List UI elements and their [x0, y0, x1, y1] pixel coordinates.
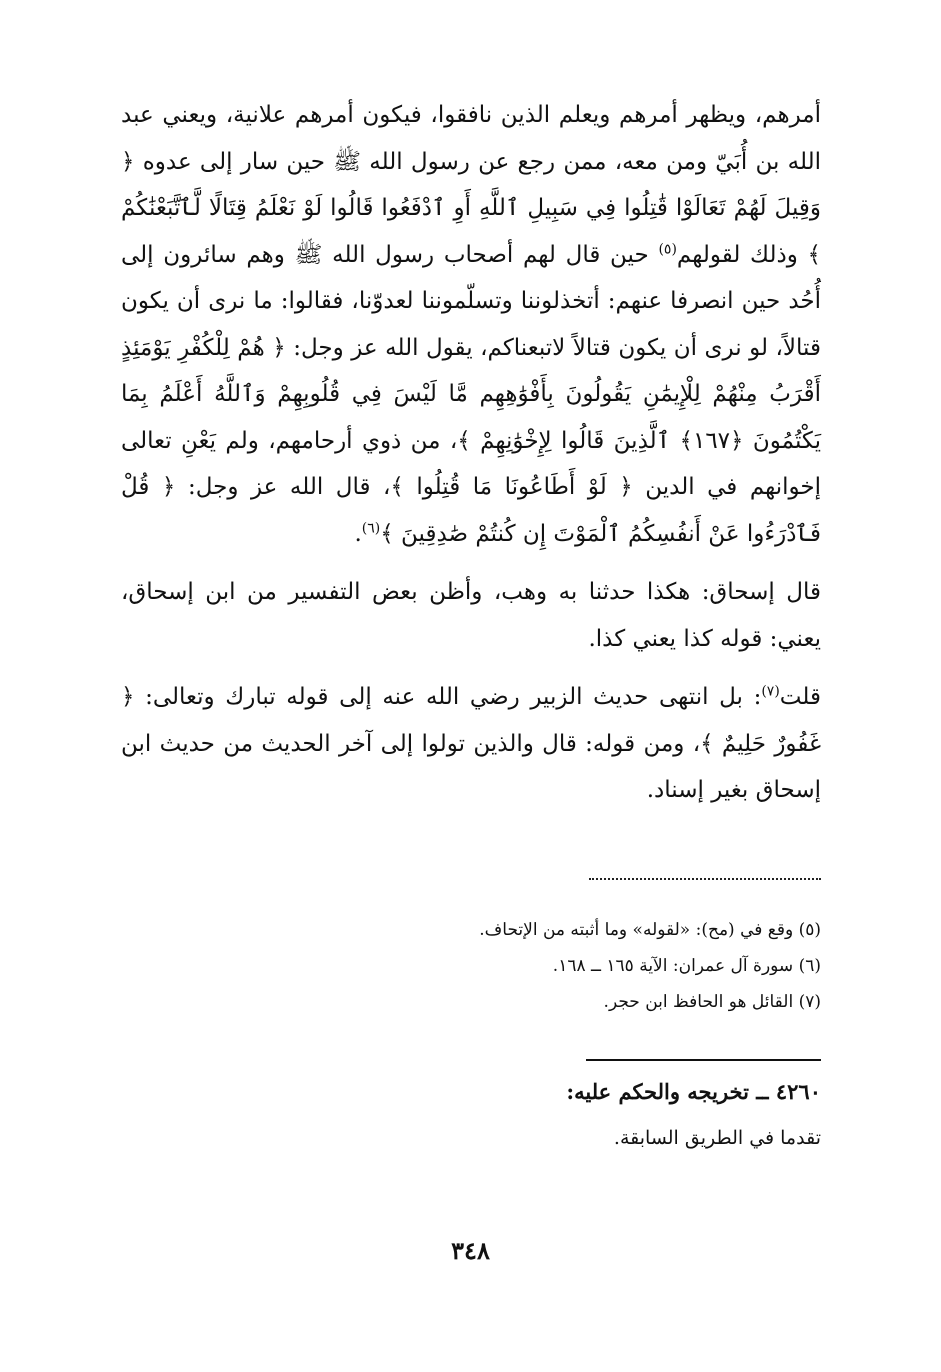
paragraph-3 [121, 674, 821, 814]
main-text [121, 92, 821, 826]
quran-verse: ﴿ قُلْ فَٱدْرَءُوا عَنْ أَنفُسِكُمُ ٱلْمَوْتَ إِن كُنتُمْ صَٰدِقِينَ ﴾ [121, 474, 821, 547]
quran-verse: ﴿ هُمْ لِلْكُفْرِ يَوْمَئِذٍ أَقْرَبُ مِنْهُمْ لِلْإِيمَٰنِ يَقُولُونَ بِأَفْوَٰهِهِم مَّا لَيْسَ فِي قُلُوبِهِمْ وَٱللَّهُ أَعْلَمُ بِمَا يَكْتُمُونَ ﴿١٦٧﴾ ٱلَّذِينَ قَالُوا لِإِخْوَٰنِهِمْ ﴾ [121, 334, 821, 454]
text-segment: : بل انتهى حديث الزبير رضي الله عنه إلى قوله تبارك وتعالى: [134, 684, 762, 710]
section-text: تقدما في الطريق السابقة. [613, 1127, 821, 1149]
text-segment: وذلك لقولهم [676, 241, 808, 268]
footnotes [121, 912, 821, 1020]
quran-verse: ﴿ لَوْ أَطَاعُونَا مَا قُتِلُوا ﴾ [390, 474, 633, 500]
section-separator [586, 1059, 821, 1061]
text-segment: حين قال لهم أصحاب رسول الله ﷺ وهم سائرون إلى أُحُد حين انصرفا عنهم: أتخذلوننا وتسلّموننا لعدوّنا، فقالوا: ما نرى أن يكون قتالاً، لو نرى أن يكون قتالاً لاتبعناكم، يقول الله عز وجل: [121, 241, 821, 361]
text-segment: ، قال الله عز وجل: [175, 474, 391, 500]
footnote-ref-6[interactable]: (٦) [361, 519, 381, 536]
footnote-separator [589, 878, 821, 880]
text-segment: ، ومن قوله: قال والذين تولوا إلى آخر الحديث من حديث ابن إسحاق بغير إسناد. [121, 730, 821, 803]
paragraph-1 [121, 92, 821, 557]
text-segment: ، من ذوي أرحامهم، ولم يَعْنِ تعالى إخوانهم في الدين [121, 427, 822, 500]
quran-verse: ﴿ وَقِيلَ لَهُمْ تَعَالَوْا قَٰتِلُوا فِي سَبِيلِ ٱللَّهِ أَوِ ٱدْفَعُوا قَالُوا لَوْ نَعْلَمُ قِتَالًا لَّٱتَّبَعْنَٰكُمْ ﴾ [121, 148, 821, 268]
quran-verse: ﴿ غَفُورٌ حَلِيمٌ ﴾ [121, 684, 821, 757]
paragraph-2: قال إسحاق: هكذا حدثنا به وهب، وأظن بعض التفسير من ابن إسحاق، يعني: قوله كذا يعني كذا. [121, 579, 821, 652]
text-segment: أمرهم، ويظهر أمرهم ويعلم الذين نافقوا، فيكون أمرهم علانية، ويعني عبد الله بن أُبَيّ ومن معه، ممن رجع عن رسول الله ﷺ حين سار إلى عدوه [121, 102, 821, 175]
page-number: ٣٤٨ [451, 1236, 490, 1265]
text-segment: . [354, 520, 362, 547]
footnote-ref-7[interactable]: (٧) [761, 683, 780, 700]
footnote-7: (٧) القائل هو الحافظ ابن حجر. [603, 992, 821, 1012]
footnote-ref-5[interactable]: (٥) [658, 240, 677, 257]
text-segment: قلت [779, 684, 821, 710]
footnote-6: (٦) سورة آل عمران: الآية ١٦٥ ــ ١٦٨. [552, 956, 821, 976]
footnote-5: (٥) وقع في (مح): «لقوله» وما أثبته من الإتحاف. [479, 920, 821, 940]
section-heading: ٤٢٦٠ ــ تخريجه والحكم عليه: [566, 1079, 821, 1104]
